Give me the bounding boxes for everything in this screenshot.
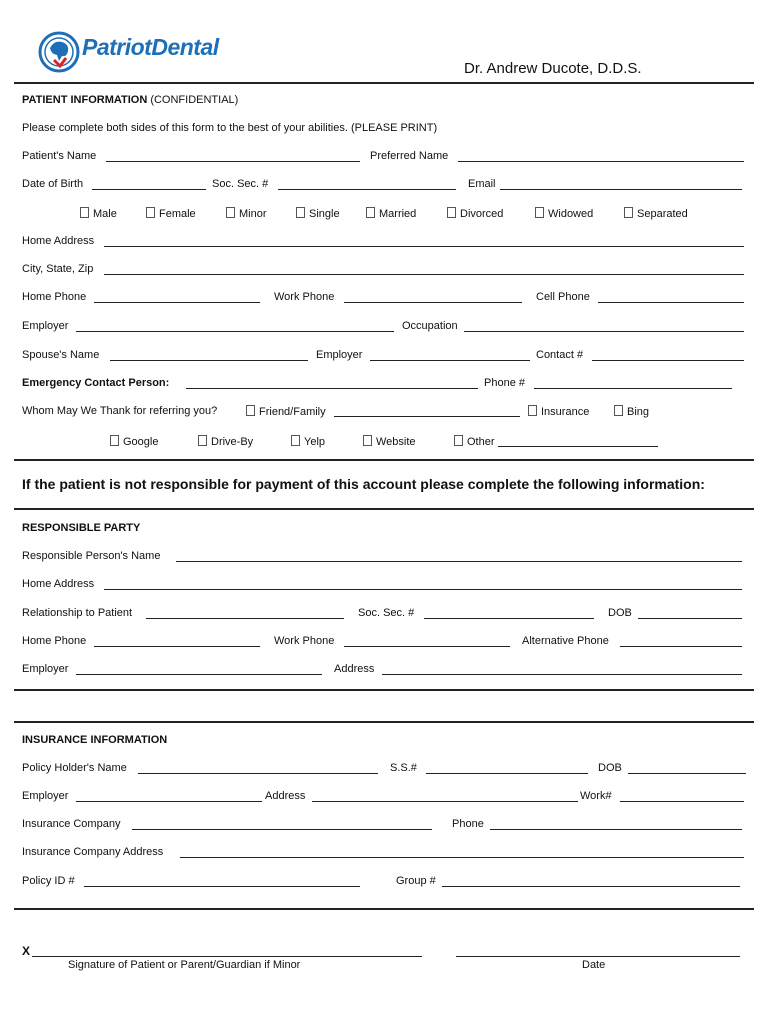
group-label: Group #: [396, 875, 436, 887]
checkbox-box[interactable]: [447, 207, 456, 218]
occupation-label: Occupation: [402, 320, 458, 332]
section-divider: [14, 689, 754, 691]
insurance-company-label: Insurance Company: [22, 818, 121, 830]
responsible-dob-field[interactable]: [638, 618, 742, 619]
responsible-work-phone-field[interactable]: [344, 646, 510, 647]
responsibility-notice: If the patient is not responsible for payment of this account please complete the following information:: [22, 476, 705, 492]
home-address-label: Home Address: [22, 235, 95, 247]
spouse-name-label: Spouse's Name: [22, 349, 100, 361]
confidential-note: (CONFIDENTIAL): [150, 94, 239, 106]
responsible-name-field[interactable]: [176, 561, 742, 562]
checkbox-box[interactable]: [535, 207, 544, 218]
insurance-address-field[interactable]: [312, 801, 578, 802]
checkbox-box[interactable]: [363, 435, 372, 446]
dob-label: Date of Birth: [22, 178, 84, 190]
checkbox-male[interactable]: [80, 207, 117, 220]
contact-label: Contact #: [536, 349, 584, 361]
emergency-phone-label: Phone #: [484, 377, 525, 389]
checkbox-label: Single: [309, 208, 340, 220]
checkbox-website[interactable]: [363, 435, 416, 448]
insurance-address-label: Address: [265, 790, 306, 802]
cell-phone-field[interactable]: [598, 302, 744, 303]
checkbox-box[interactable]: [146, 207, 155, 218]
checkbox-label: Website: [376, 436, 416, 448]
employer-field[interactable]: [76, 331, 394, 332]
checkbox-married[interactable]: [366, 207, 416, 220]
checkbox-other[interactable]: [454, 435, 495, 448]
checkbox-label: Friend/Family: [259, 406, 326, 418]
signature-field[interactable]: [32, 956, 422, 957]
home-phone-field[interactable]: [94, 302, 260, 303]
friend-family-field[interactable]: [334, 416, 520, 417]
logo-wordmark: PatriotDental: [82, 34, 219, 60]
work-phone-field[interactable]: [344, 302, 522, 303]
employer-label: Employer: [22, 320, 69, 332]
insurance-employer-label: Employer: [22, 790, 69, 802]
checkbox-single[interactable]: [296, 207, 340, 220]
checkbox-friend-family[interactable]: [246, 405, 326, 418]
logo-icon: [38, 30, 80, 74]
other-field[interactable]: [498, 446, 658, 447]
insurance-company-address-field[interactable]: [180, 857, 744, 858]
checkbox-box[interactable]: [454, 435, 463, 446]
cell-phone-label: Cell Phone: [536, 291, 590, 303]
home-address-field[interactable]: [104, 246, 744, 247]
responsible-home-phone-label: Home Phone: [22, 635, 87, 647]
checkbox-label: Insurance: [541, 406, 590, 418]
checkbox-label: Male: [93, 208, 117, 220]
responsible-dob-label: DOB: [608, 607, 632, 619]
checkbox-label: Separated: [637, 208, 688, 220]
responsible-ssn-field[interactable]: [424, 618, 594, 619]
ssn-field[interactable]: [278, 189, 456, 190]
checkbox-bing[interactable]: [614, 405, 649, 418]
insurance-section-header: [22, 734, 746, 747]
group-field[interactable]: [442, 886, 740, 887]
checkbox-label: Yelp: [304, 436, 326, 448]
checkbox-widowed[interactable]: [535, 207, 593, 220]
checkbox-google[interactable]: [110, 435, 158, 448]
section-divider: [14, 508, 754, 510]
responsible-work-phone-label: Work Phone: [274, 635, 335, 647]
checkbox-separated[interactable]: [624, 207, 688, 220]
checkbox-box[interactable]: [80, 207, 89, 218]
responsible-ssn-label: Soc. Sec. #: [358, 607, 415, 619]
checkbox-label: Drive-By: [211, 436, 254, 448]
checkbox-female[interactable]: [146, 207, 196, 220]
responsible-home-phone-field[interactable]: [94, 646, 260, 647]
checkbox-box[interactable]: [614, 405, 623, 416]
preferred-name-field[interactable]: [458, 161, 744, 162]
work-phone-label: Work Phone: [274, 291, 335, 303]
checkbox-box[interactable]: [624, 207, 633, 218]
section-divider: [14, 459, 754, 461]
checkbox-label: Widowed: [548, 208, 594, 220]
insurance-dob-label: DOB: [598, 762, 622, 774]
section-title-patient: PATIENT INFORMATION: [22, 94, 148, 106]
emergency-field[interactable]: [186, 388, 478, 389]
policy-id-field[interactable]: [84, 886, 360, 887]
relationship-field[interactable]: [146, 618, 344, 619]
responsible-section-header: [22, 522, 746, 535]
patient-section-header: [22, 94, 746, 107]
insurance-dob-field[interactable]: [628, 773, 746, 774]
responsible-address2-field[interactable]: [382, 674, 742, 675]
signature-x-mark: X: [22, 944, 31, 958]
occupation-field[interactable]: [464, 331, 744, 332]
section-title-insurance: INSURANCE INFORMATION: [22, 734, 168, 746]
alt-phone-field[interactable]: [620, 646, 742, 647]
dob-field[interactable]: [92, 189, 206, 190]
emergency-phone-field[interactable]: [534, 388, 732, 389]
checkbox-box[interactable]: [528, 405, 537, 416]
section-divider: [14, 908, 754, 910]
policy-holder-label: Policy Holder's Name: [22, 762, 127, 774]
policy-holder-field[interactable]: [138, 773, 378, 774]
checkbox-box[interactable]: [198, 435, 207, 446]
checkbox-minor[interactable]: [226, 207, 267, 220]
checkbox-label: Divorced: [460, 208, 504, 220]
date-caption: Date: [582, 959, 606, 971]
patriot-dental-logo: [38, 30, 228, 76]
insurance-ss-field[interactable]: [426, 773, 588, 774]
alt-phone-label: Alternative Phone: [522, 635, 609, 647]
checkbox-yelp[interactable]: [291, 435, 325, 448]
spouse-employer-field[interactable]: [370, 360, 530, 361]
ssn-label: Soc. Sec. #: [212, 178, 269, 190]
referral-question: Whom May We Thank for referring you?: [22, 405, 218, 417]
city-field[interactable]: [104, 274, 744, 275]
city-label: City, State, Zip: [22, 263, 94, 275]
home-phone-label: Home Phone: [22, 291, 87, 303]
relationship-label: Relationship to Patient: [22, 607, 133, 619]
checkbox-box[interactable]: [291, 435, 300, 446]
responsible-address2-label: Address: [334, 663, 375, 675]
patient-name-label: Patient's Name: [22, 150, 97, 162]
header-divider: [14, 82, 754, 84]
section-divider: [14, 721, 754, 723]
checkbox-box[interactable]: [246, 405, 255, 416]
checkbox-divorced[interactable]: [447, 207, 503, 220]
insurance-company-field[interactable]: [132, 829, 432, 830]
doctor-name: Dr. Andrew Ducote, D.D.S.: [464, 60, 642, 77]
checkbox-box[interactable]: [226, 207, 235, 218]
responsible-name-label: Responsible Person's Name: [22, 550, 161, 562]
date-field[interactable]: [456, 956, 740, 957]
spouse-name-field[interactable]: [110, 360, 308, 361]
email-field[interactable]: [500, 189, 742, 190]
checkbox-label: Minor: [239, 208, 267, 220]
patient-name-field[interactable]: [106, 161, 360, 162]
responsible-address-field[interactable]: [104, 589, 742, 590]
insurance-employer-field[interactable]: [76, 801, 262, 802]
checkbox-box[interactable]: [296, 207, 305, 218]
responsible-employer-label: Employer: [22, 663, 69, 675]
spouse-employer-label: Employer: [316, 349, 363, 361]
checkbox-insurance[interactable]: [528, 405, 589, 418]
insurance-phone-label: Phone: [452, 818, 484, 830]
insurance-work-label: Work#: [580, 790, 612, 802]
checkbox-label: Google: [123, 436, 159, 448]
section-title-responsible: RESPONSIBLE PARTY: [22, 522, 141, 534]
checkbox-label: Other: [467, 436, 495, 448]
checkbox-box[interactable]: [110, 435, 119, 446]
checkbox-label: Married: [379, 208, 417, 220]
insurance-phone-field[interactable]: [490, 829, 742, 830]
responsible-employer-field[interactable]: [76, 674, 322, 675]
insurance-ss-label: S.S.#: [390, 762, 417, 774]
contact-field[interactable]: [592, 360, 744, 361]
preferred-name-label: Preferred Name: [370, 150, 449, 162]
checkbox-drive-by[interactable]: [198, 435, 253, 448]
checkbox-label: Bing: [627, 406, 650, 418]
signature-caption: Signature of Patient or Parent/Guardian if Minor: [68, 959, 301, 971]
checkbox-box[interactable]: [366, 207, 375, 218]
insurance-work-field[interactable]: [620, 801, 744, 802]
instructions: Please complete both sides of this form to the best of your abilities. (PLEASE PRINT): [22, 122, 438, 134]
responsible-address-label: Home Address: [22, 578, 95, 590]
insurance-company-address-label: Insurance Company Address: [22, 846, 164, 858]
email-label: Email: [468, 178, 496, 190]
policy-id-label: Policy ID #: [22, 875, 75, 887]
checkbox-label: Female: [159, 208, 196, 220]
emergency-label: Emergency Contact Person:: [22, 377, 170, 389]
